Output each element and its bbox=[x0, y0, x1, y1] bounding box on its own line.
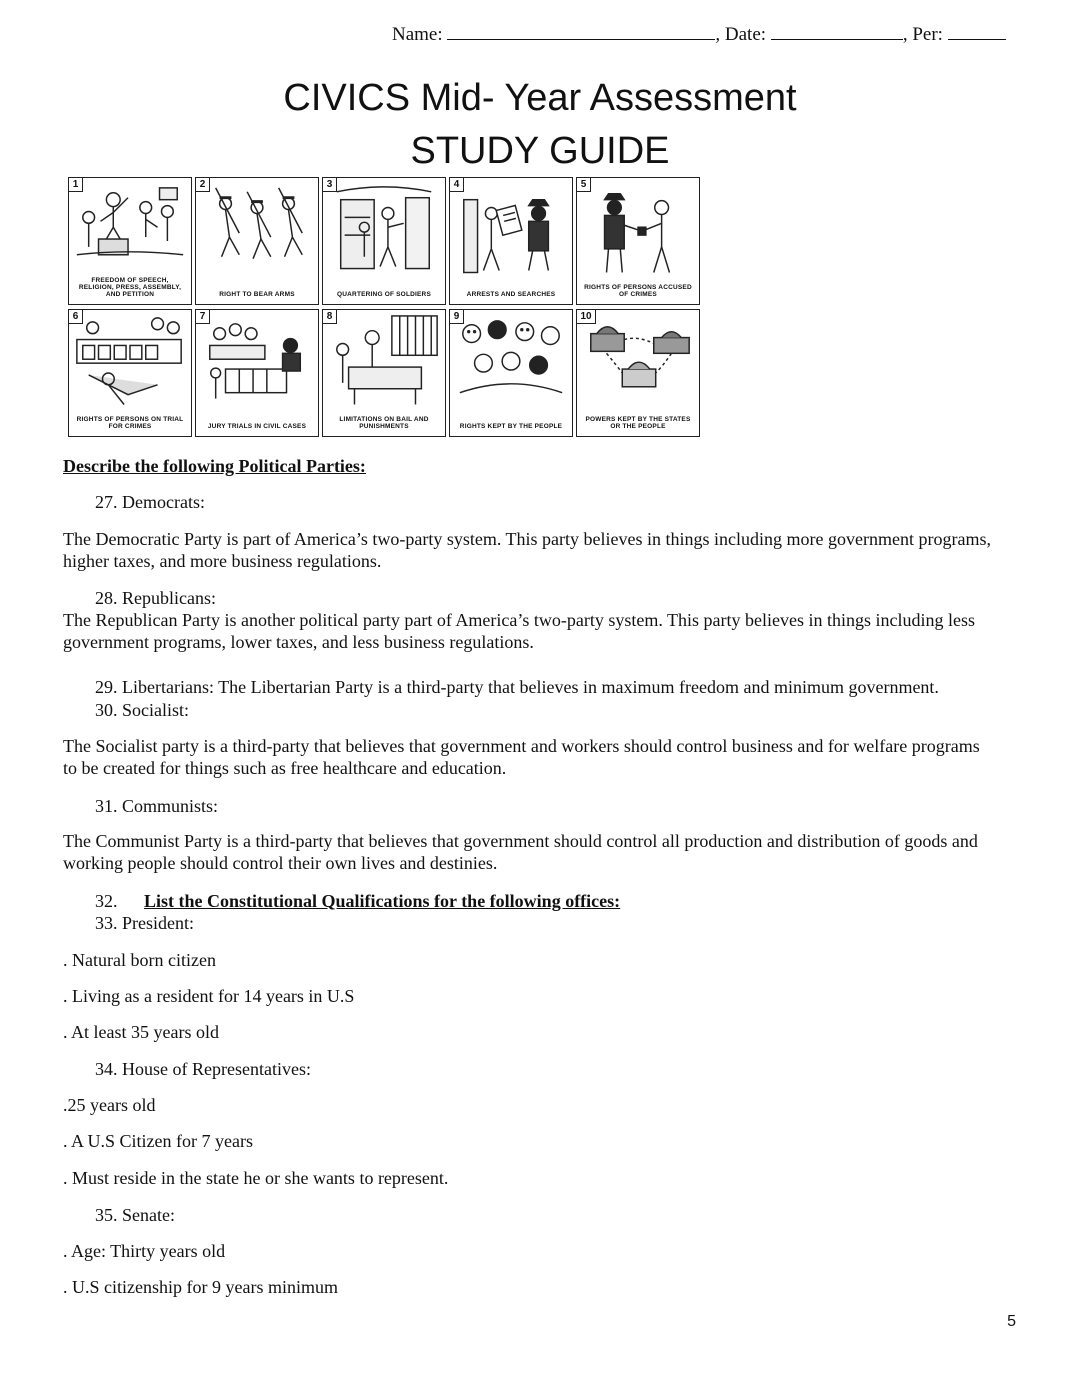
panel-number: 3 bbox=[323, 178, 337, 192]
republicans-answer: The Republican Party is another political party part of America’s two-party system. This party believes in things including less government programs, lower taxes, and less business regulations. bbox=[63, 610, 975, 652]
panel-number: 1 bbox=[69, 178, 83, 192]
panel-8 bbox=[322, 309, 446, 437]
q34-label: 34. House of Representatives: bbox=[95, 1059, 311, 1079]
date-label: , Date: bbox=[715, 24, 767, 45]
panel-number: 8 bbox=[323, 310, 337, 324]
name-label: Name: bbox=[392, 24, 443, 45]
q32-number: 32. bbox=[95, 891, 118, 911]
panel-caption: RIGHTS OF PERSONS ACCUSED OF CRIMES bbox=[584, 284, 692, 298]
socialist-answer: The Socialist party is a third-party that believes that government and workers should control business and for welfare programs to be created for things such as free healthcare and education. bbox=[63, 736, 980, 778]
senate-qual-1: . Age: Thirty years old bbox=[63, 1241, 226, 1261]
panel-10 bbox=[576, 309, 700, 437]
title-line-1: CIVICS Mid- Year Assessment bbox=[283, 77, 797, 119]
panel-7 bbox=[195, 309, 319, 437]
q32-line bbox=[95, 890, 620, 912]
president-qual-1: . Natural born citizen bbox=[63, 950, 216, 970]
panel-number: 9 bbox=[450, 310, 464, 324]
panel-1 bbox=[68, 177, 192, 305]
panel-number: 10 bbox=[577, 310, 596, 324]
people-faces-icon bbox=[450, 310, 572, 436]
name-blank[interactable] bbox=[447, 25, 715, 40]
panel-9 bbox=[449, 309, 573, 437]
panel-number: 7 bbox=[196, 310, 210, 324]
panel-2 bbox=[195, 177, 319, 305]
panel-5 bbox=[576, 177, 700, 305]
header-line bbox=[392, 24, 1006, 46]
house-qual-1: .25 years old bbox=[63, 1095, 156, 1115]
president-qual-2: . Living as a resident for 14 years in U.S bbox=[63, 986, 355, 1006]
soldier-doorway-icon bbox=[323, 178, 445, 304]
panel-caption: POWERS KEPT BY THE STATES OR THE PEOPLE bbox=[585, 416, 691, 430]
title-line-2: STUDY GUIDE bbox=[410, 130, 670, 172]
q32-heading: List the Constitutional Qualifications for the following offices: bbox=[144, 891, 621, 911]
panel-caption: RIGHTS OF PERSONS ON TRIAL FOR CRIMES bbox=[76, 416, 184, 430]
civil-trial-icon bbox=[196, 310, 318, 436]
per-label: , Per: bbox=[902, 24, 943, 45]
per-blank[interactable] bbox=[948, 25, 1006, 40]
house-qual-2: . A U.S Citizen for 7 years bbox=[63, 1131, 253, 1151]
panel-3 bbox=[322, 177, 446, 305]
panel-number: 5 bbox=[577, 178, 591, 192]
q30-label: 30. Socialist: bbox=[95, 700, 189, 720]
q31-label: 31. Communists: bbox=[95, 796, 219, 816]
panel-caption: RIGHTS KEPT BY THE PEOPLE bbox=[459, 423, 563, 430]
panel-caption: ARRESTS AND SEARCHES bbox=[466, 291, 556, 298]
president-qual-3: . At least 35 years old bbox=[63, 1022, 219, 1042]
warrant-officer-icon bbox=[450, 178, 572, 304]
panel-number: 6 bbox=[69, 310, 83, 324]
q29-libertarians: 29. Libertarians: The Libertarian Party is a third-party that believes in maximum freedom and minimum government. bbox=[95, 677, 939, 697]
panel-4 bbox=[449, 177, 573, 305]
panel-caption: JURY TRIALS IN CIVIL CASES bbox=[207, 423, 307, 430]
q27-label: 27. Democrats: bbox=[95, 492, 205, 512]
panel-6 bbox=[68, 309, 192, 437]
panel-number: 4 bbox=[450, 178, 464, 192]
date-blank[interactable] bbox=[771, 25, 903, 40]
parties-heading: Describe the following Political Parties: bbox=[63, 456, 366, 476]
marching-militia-icon bbox=[196, 178, 318, 304]
panel-caption: QUARTERING OF SOLDIERS bbox=[337, 291, 431, 298]
q35-label: 35. Senate: bbox=[95, 1205, 175, 1225]
q28-label: 28. Republicans: bbox=[95, 588, 216, 608]
page-number: 5 bbox=[1007, 1313, 1016, 1330]
q33-label: 33. President: bbox=[95, 913, 194, 933]
bill-of-rights-panels bbox=[68, 177, 700, 441]
democrats-answer: The Democratic Party is part of America’s two-party system. This party believes in things including more government programs, higher taxes, and more business regulations. bbox=[63, 529, 991, 571]
senate-qual-2: . U.S citizenship for 9 years minimum bbox=[63, 1277, 338, 1297]
panel-caption: FREEDOM OF SPEECH, RELIGION, PRESS, ASSEMBLY, AND PETITION bbox=[78, 277, 182, 298]
panel-number: 2 bbox=[196, 178, 210, 192]
communists-answer: The Communist Party is a third-party that believes that government should control all production and distribution of goods and working people should control their own lives and destinies. bbox=[63, 831, 978, 873]
panel-caption: RIGHT TO BEAR ARMS bbox=[219, 291, 295, 298]
house-qual-3: . Must reside in the state he or she wants to represent. bbox=[63, 1168, 449, 1188]
panel-caption: LIMITATIONS ON BAIL AND PUNISHMENTS bbox=[339, 416, 429, 430]
